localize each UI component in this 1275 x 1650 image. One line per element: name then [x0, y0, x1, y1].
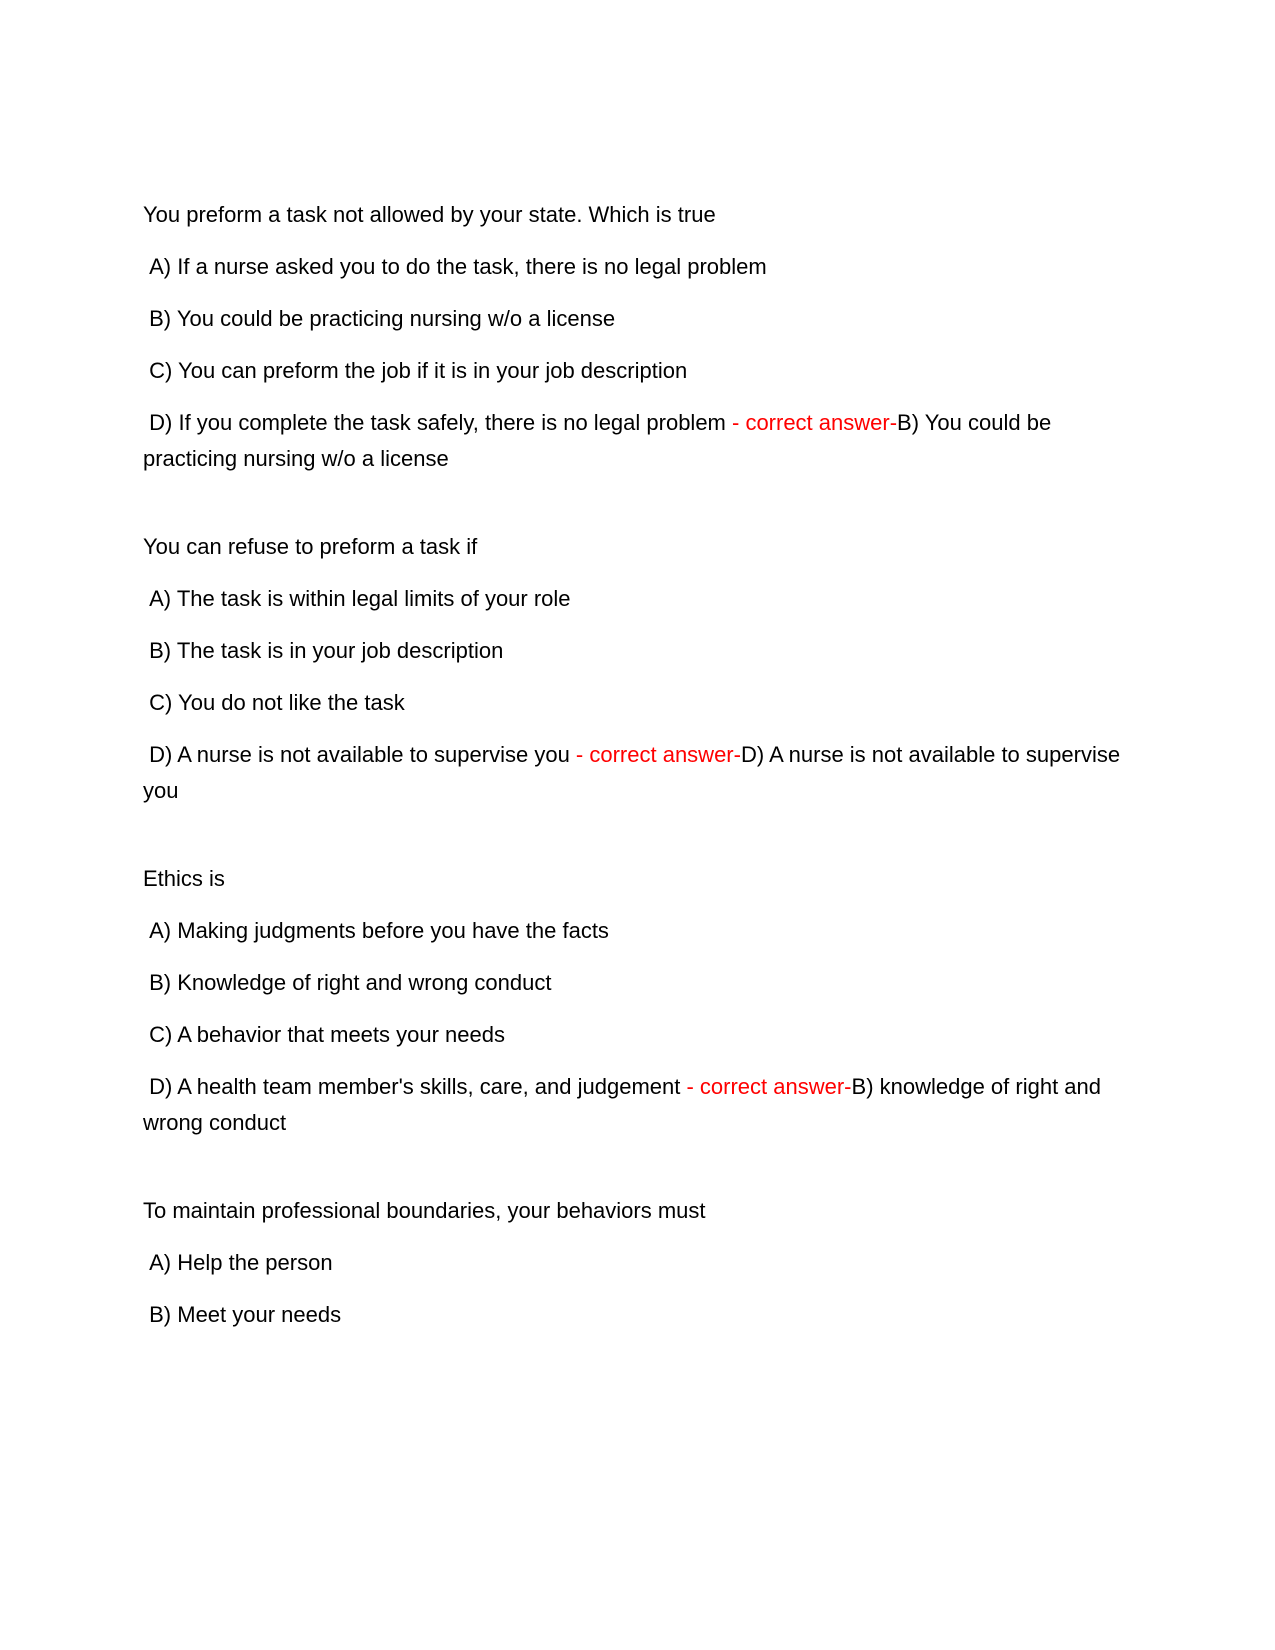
text-run: You preform a task not allowed by your state. Which is true	[143, 202, 716, 227]
question-text	[143, 1193, 1132, 1229]
text-run: A) Making judgments before you have the facts	[143, 918, 609, 943]
text-run: D) A nurse is not available to supervise you	[143, 742, 576, 767]
option-text	[143, 913, 1132, 949]
correct-answer-marker: - correct answer-	[686, 1074, 852, 1099]
question-text	[143, 861, 1132, 897]
text-run: A) The task is within legal limits of your role	[143, 586, 571, 611]
text-run: A) If a nurse asked you to do the task, there is no legal problem	[143, 254, 767, 279]
text-run: Ethics is	[143, 866, 225, 891]
text-run: B) knowledge of right and wrong conduct	[143, 1074, 1108, 1135]
option-text	[143, 633, 1132, 669]
text-run: C) A behavior that meets your needs	[143, 1022, 505, 1047]
correct-answer-marker: - correct answer-	[575, 742, 741, 767]
option-text	[143, 249, 1132, 285]
question-text	[143, 529, 1132, 565]
option-text	[143, 737, 1132, 809]
question-text	[143, 197, 1132, 233]
text-run: B) Knowledge of right and wrong conduct	[143, 970, 552, 995]
text-run: D) A nurse is not available to supervise you	[143, 742, 1127, 803]
text-run: B) Meet your needs	[143, 1302, 342, 1327]
option-text	[143, 1069, 1132, 1141]
option-text	[143, 1297, 1132, 1333]
text-run: B) You could be practicing nursing w/o a license	[143, 410, 1058, 471]
option-text	[143, 301, 1132, 337]
text-run: C) You do not like the task	[143, 690, 405, 715]
text-run: D) A health team member's skills, care, and judgement	[143, 1074, 687, 1099]
text-run: A) Help the person	[143, 1250, 333, 1275]
text-run: B) The task is in your job description	[143, 638, 504, 663]
text-run: B) You could be practicing nursing w/o a license	[143, 306, 616, 331]
text-run: To maintain professional boundaries, your behaviors must	[143, 1198, 706, 1223]
text-run: D) If you complete the task safely, there is no legal problem	[143, 410, 732, 435]
option-text	[143, 1017, 1132, 1053]
correct-answer-marker: - correct answer-	[732, 410, 898, 435]
option-text	[143, 965, 1132, 1001]
option-text	[143, 581, 1132, 617]
option-text	[143, 685, 1132, 721]
text-run: You can refuse to preform a task if	[143, 534, 478, 559]
option-text	[143, 1245, 1132, 1281]
text-run: C) You can preform the job if it is in your job description	[143, 358, 688, 383]
option-text	[143, 405, 1132, 477]
option-text	[143, 353, 1132, 389]
